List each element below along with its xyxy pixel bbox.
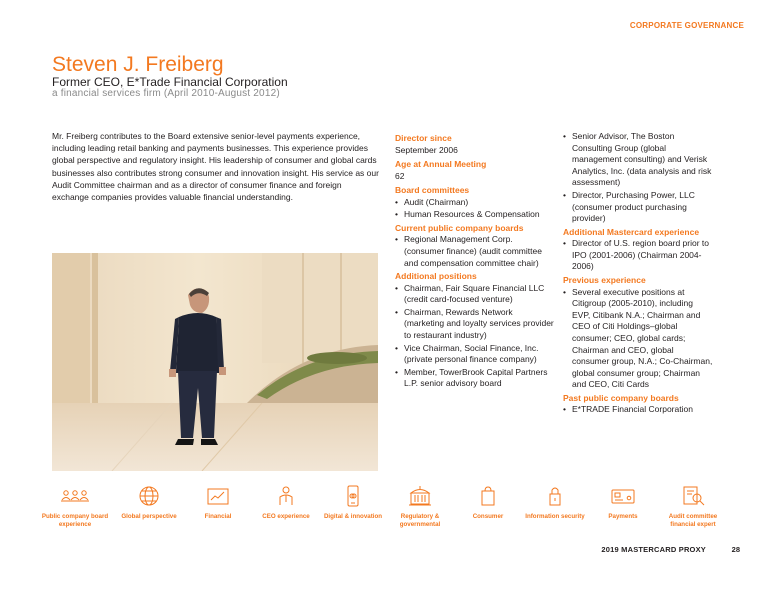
bio-paragraph: Mr. Freiberg contributes to the Board extensive senior-level payments experience, including leading retail banking and payments businesses. This experience provides global perspective and regulatory insight. His leadership of consumer and global cards businesses also contributes strong consumer and innovation insight. His service as our Audit Committee chairman and as a director of consumer finance and foreign exchange companies provides valuable financial understanding. bbox=[52, 131, 379, 203]
director-photo bbox=[52, 253, 378, 471]
list-item: • Several executive positions at Citigroup (2005-2010), including EVP, Citibank N.A.; Chairman and CEO of Citi Holdings–global consumer; CEO, global cards; Chairman and CEO, global consumer group, N.A.; Co-Chairman, global consumer group; Chairman and CEO, Citi Cards bbox=[563, 287, 713, 391]
role-subtitle: a financial services firm (April 2010-August 2012) bbox=[52, 88, 280, 99]
board-people-icon bbox=[60, 484, 90, 508]
skill-label: Public company board experience bbox=[41, 513, 109, 528]
lock-icon bbox=[543, 484, 567, 508]
director-since-label: Director since bbox=[395, 133, 452, 143]
list-item: • Regional Management Corp. (consumer finance) (audit committee and compensation committee chair) bbox=[395, 234, 555, 269]
mobile-device-icon bbox=[341, 484, 365, 508]
skill-label: Regulatory & governmental bbox=[399, 513, 441, 528]
details-column-right bbox=[563, 131, 713, 418]
skill-label: Digital & innovation bbox=[323, 513, 383, 520]
skill-consumer bbox=[453, 484, 523, 521]
skill-label: Consumer bbox=[472, 513, 504, 520]
skill-regulatory bbox=[385, 484, 455, 528]
footer-document-title: 2019 MASTERCARD PROXY bbox=[601, 545, 706, 554]
age-value: 62 bbox=[395, 170, 405, 181]
mastercard-experience-list bbox=[563, 238, 713, 273]
committees-label: Board committees bbox=[395, 185, 470, 196]
skills-icon-row bbox=[40, 484, 740, 544]
skill-digital bbox=[318, 484, 388, 521]
page-number: 28 bbox=[731, 545, 740, 554]
skill-audit-expert bbox=[658, 484, 728, 528]
additional-positions-list-continued bbox=[563, 131, 713, 225]
shopping-bag-icon bbox=[476, 484, 500, 508]
previous-experience-list bbox=[563, 287, 713, 391]
past-public-label: Past public company boards bbox=[563, 392, 679, 403]
skill-label: Global perspective bbox=[121, 513, 177, 520]
list-item: • Director of U.S. region board prior to IPO (2001-2006) (Chairman 2004-2006) bbox=[563, 238, 713, 273]
audit-magnifier-icon bbox=[680, 484, 706, 508]
current-public-label: Current public company boards bbox=[395, 222, 524, 233]
previous-experience-label: Previous experience bbox=[563, 275, 646, 286]
past-public-list bbox=[563, 404, 713, 416]
current-public-list bbox=[395, 234, 555, 269]
skill-label: Information security bbox=[525, 513, 585, 520]
card-icon bbox=[609, 484, 637, 508]
skill-ceo bbox=[251, 484, 321, 521]
list-item: • Director, Purchasing Power, LLC (consumer product purchasing provider) bbox=[563, 190, 713, 225]
list-item: • Vice Chairman, Social Finance, Inc. (private personal finance company) bbox=[395, 343, 555, 366]
committees-list bbox=[395, 197, 555, 221]
additional-positions-list bbox=[395, 283, 555, 390]
list-item: • Chairman, Rewards Network (marketing and loyalty services provider to restaurant industry) bbox=[395, 307, 555, 342]
director-since-value: September 2006 bbox=[395, 144, 458, 155]
skill-infosec bbox=[520, 484, 590, 521]
list-item: • Senior Advisor, The Boston Consulting Group (global management consulting) and Verisk Analytics, Inc. (data analysis and risk assessment) bbox=[563, 131, 713, 189]
details-column-middle bbox=[395, 131, 555, 392]
skill-label: Payments bbox=[608, 513, 638, 520]
skill-payments bbox=[588, 484, 658, 521]
list-item: • Member, TowerBrook Capital Partners L.P. senior advisory board bbox=[395, 367, 555, 390]
section-label: CORPORATE GOVERNANCE bbox=[629, 21, 744, 30]
age-label: Age at Annual Meeting bbox=[395, 159, 487, 170]
skill-label: CEO experience bbox=[262, 513, 310, 520]
chart-icon bbox=[206, 484, 230, 508]
director-name: Steven J. Freiberg bbox=[52, 53, 224, 76]
additional-positions-label: Additional positions bbox=[395, 271, 477, 282]
list-item: • Chairman, Fair Square Financial LLC (credit card-focused venture) bbox=[395, 283, 555, 306]
skill-label: Financial bbox=[204, 513, 232, 520]
globe-icon bbox=[137, 484, 161, 508]
mastercard-experience-label: Additional Mastercard experience bbox=[563, 226, 700, 237]
director-role: Former CEO, E*Trade Financial Corporation bbox=[52, 75, 288, 89]
skill-financial bbox=[183, 484, 253, 521]
skill-label: Audit committee financial expert bbox=[668, 513, 718, 528]
ceo-person-icon bbox=[274, 484, 298, 508]
list-item: • Human Resources & Compensation bbox=[395, 209, 555, 221]
skill-global bbox=[114, 484, 184, 521]
government-building-icon bbox=[407, 484, 433, 508]
list-item: • E*TRADE Financial Corporation bbox=[563, 404, 713, 416]
skill-public-board bbox=[40, 484, 110, 528]
list-item: • Audit (Chairman) bbox=[395, 197, 555, 209]
